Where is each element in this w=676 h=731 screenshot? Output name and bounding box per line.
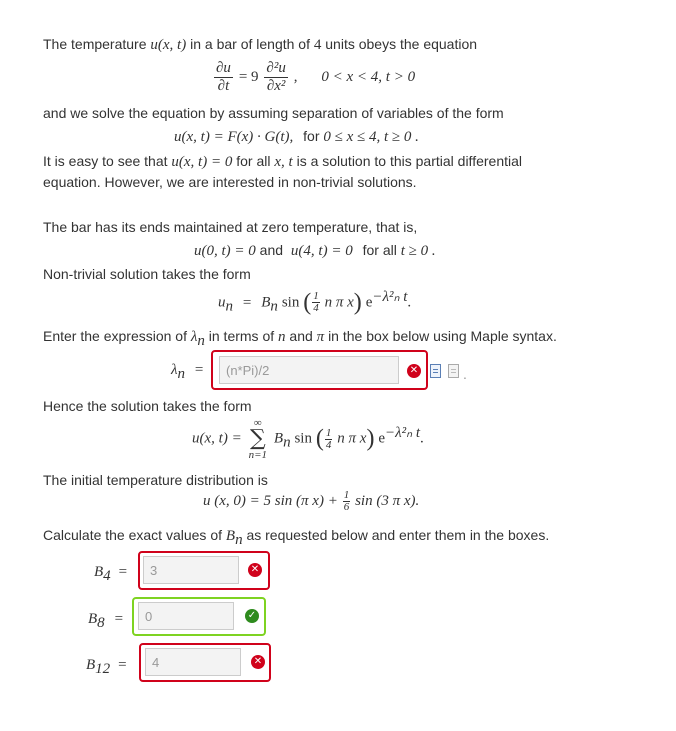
lambda-text: and <box>289 328 313 344</box>
answer-eq: = <box>114 611 124 627</box>
un-exp: −λ²ₙ t <box>372 289 408 305</box>
fraction-denominator: ∂x² <box>266 78 286 94</box>
incorrect-glyph: ✕ <box>250 564 260 575</box>
un-frac <box>312 291 320 314</box>
calc-text: as requested below and enter them in the boxes. <box>246 527 550 543</box>
solution-equation <box>192 418 424 460</box>
sol-sin: sin <box>294 430 312 447</box>
pde-rhs-fraction <box>264 60 287 95</box>
bc-line-2 <box>43 266 251 282</box>
lambda-symbol: λ <box>190 329 198 345</box>
un-period: . <box>407 294 412 311</box>
answer-eq: = <box>118 564 128 580</box>
bc-left: u(0, t) = 0 <box>194 243 256 259</box>
fraction-numerator: 1 <box>343 489 350 501</box>
intro-text: The temperature <box>43 36 147 52</box>
bc-equation <box>194 242 436 260</box>
b4-input[interactable] <box>143 556 239 584</box>
incorrect-glyph: ✕ <box>409 365 419 376</box>
un-eq: = <box>242 294 252 311</box>
correct-icon <box>245 609 259 623</box>
b8-input[interactable] <box>138 602 234 630</box>
calc-B: B <box>225 528 236 544</box>
lambda-text: in terms of <box>208 328 275 344</box>
initial-text-label: The initial temperature distribution is <box>43 472 268 488</box>
trivial-solution: u(x, t) = 0 <box>171 154 233 170</box>
bc-line-1 <box>43 219 417 235</box>
pi-symbol: π <box>316 329 325 345</box>
fraction-denominator: 4 <box>313 302 319 315</box>
sol-B: B <box>273 430 284 447</box>
lambda-label-sub: n <box>177 365 185 382</box>
lambda-text: Enter the expression of <box>43 328 187 344</box>
sep-domain: 0 ≤ x ≤ 4, t ≥ 0 . <box>323 129 419 145</box>
answer-B: B <box>94 564 104 580</box>
intro-line-3 <box>43 153 522 171</box>
u-xt: u(x, t) <box>150 37 187 53</box>
vars: x, t <box>274 154 293 170</box>
fraction-denominator: 4 <box>325 438 332 451</box>
lambda-label-symbol: λ <box>171 362 178 378</box>
pde-domain: 0 < x < 4, t > 0 <box>321 69 416 86</box>
sol-e: e <box>378 430 386 447</box>
incorrect-icon <box>251 655 265 669</box>
incorrect-icon <box>407 364 421 378</box>
intro-text: units obeys the equation <box>325 36 478 52</box>
intro-text: for all <box>236 153 271 169</box>
sol-arg: n π x <box>337 430 367 447</box>
bc-text: Non-trivial solution takes the form <box>43 266 251 282</box>
answer-B: B <box>88 611 98 627</box>
pde-eq: = 9 <box>238 69 259 86</box>
solution-text <box>43 398 252 414</box>
lambda-trailing-dot <box>463 366 467 382</box>
bar-length: 4 <box>313 37 322 53</box>
sol-exp: −λ²ₙ t <box>385 425 421 442</box>
answer-label-b8 <box>88 610 123 632</box>
answer-sub: 4 <box>103 567 111 584</box>
initial-lhs: u (x, 0) = 5 sin (π x) + <box>203 493 338 509</box>
separation-form <box>174 128 419 146</box>
sum-bottom: n=1 <box>248 449 268 461</box>
pde-comma: , <box>293 69 298 86</box>
paren-left: ( <box>315 425 324 452</box>
sol-frac <box>325 428 333 451</box>
lambda-question <box>43 328 557 350</box>
incorrect-icon <box>248 563 262 577</box>
fraction-numerator: ∂²u <box>266 60 286 76</box>
intro-line-1 <box>43 36 477 54</box>
sep-for: for <box>303 128 320 144</box>
sigma-symbol: ∑ <box>249 426 266 451</box>
incorrect-glyph: ✕ <box>253 656 263 667</box>
un-e: e <box>365 294 373 311</box>
calc-text: Calculate the exact values of <box>43 527 222 543</box>
bc-text: The bar has its ends maintained at zero temperature, that is, <box>43 219 418 235</box>
sol-period: . <box>420 430 424 447</box>
fraction-numerator: 1 <box>325 426 332 439</box>
answer-label-b12 <box>86 656 127 678</box>
lambda-input[interactable] <box>219 356 399 384</box>
un-sub: n <box>225 298 233 315</box>
calc-Bsub: n <box>235 531 243 548</box>
answer-B: B <box>86 657 96 673</box>
sum-operator <box>249 418 267 460</box>
intro-line-2 <box>43 105 504 121</box>
bc-cond: t ≥ 0 . <box>400 243 436 259</box>
intro-line-4 <box>43 174 417 190</box>
separation-equation: u(x, t) = F(x) · G(t), <box>174 129 294 145</box>
initial-text <box>43 472 268 488</box>
intro-text: equation. However, we are interested in non-trivial solutions. <box>43 174 417 190</box>
un-equation <box>218 287 411 316</box>
paren-right: ) <box>366 425 375 452</box>
intro-text: in a bar of length of <box>190 36 310 52</box>
answer-sub: 8 <box>97 614 105 631</box>
solution-text-label: Hence the solution takes the form <box>43 398 252 414</box>
fraction-numerator: 1 <box>313 290 319 303</box>
un-Bsub: n <box>270 298 278 315</box>
lambda-label <box>171 361 203 383</box>
intro-text: It is easy to see that <box>43 153 168 169</box>
initial-frac <box>343 490 351 513</box>
initial-rhs: sin (3 π x). <box>355 493 420 509</box>
answer-sub: 12 <box>95 660 111 677</box>
n-symbol: n <box>278 329 286 345</box>
sol-Bsub: n <box>283 434 291 451</box>
fraction-denominator: 6 <box>343 501 350 513</box>
correct-glyph: ✓ <box>247 610 257 621</box>
dot: . <box>463 366 467 382</box>
fraction-numerator: ∂u <box>216 60 231 76</box>
bc-for: for all <box>362 242 397 258</box>
initial-equation <box>203 490 419 513</box>
lambda-text: in the box below using Maple syntax. <box>328 328 557 344</box>
answer-eq: = <box>118 657 127 673</box>
calc-instruction <box>43 527 549 549</box>
lambda-label-eq: = <box>194 362 204 378</box>
un-sin: sin <box>281 294 300 311</box>
intro-text: is a solution to this partial differential <box>296 153 522 169</box>
bc-and: and <box>259 242 284 258</box>
un-arg: n π x <box>324 294 354 311</box>
pde-lhs-fraction <box>214 60 233 95</box>
answer-label-b4 <box>94 563 127 585</box>
un-u: u <box>218 294 226 311</box>
fraction-denominator: ∂t <box>217 78 230 94</box>
document-preview-icon[interactable] <box>430 364 441 378</box>
paren-right: ) <box>353 289 362 316</box>
un-B: B <box>261 294 271 311</box>
b12-input[interactable] <box>145 648 241 676</box>
bc-right: u(4, t) = 0 <box>290 243 353 259</box>
solution-lhs: u(x, t) = <box>192 430 242 447</box>
document-help-icon[interactable] <box>448 364 459 378</box>
paren-left: ( <box>303 289 312 316</box>
lambda-sub: n <box>197 332 205 349</box>
sum-top: ∞ <box>253 417 262 429</box>
pde-equation <box>212 60 415 95</box>
intro-text: and we solve the equation by assuming separation of variables of the form <box>43 105 504 121</box>
